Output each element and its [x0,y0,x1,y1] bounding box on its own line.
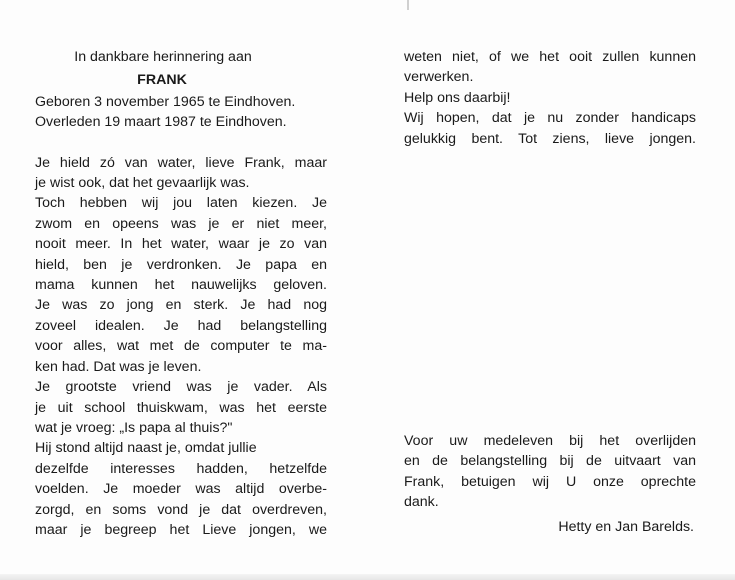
eulogy-line: je wist ook, dat het gevaarlijk was. [35,175,250,192]
eulogy-text [35,153,327,541]
thanks-paragraph [404,431,696,513]
eulogy-line: Je hield zó van water, lieve Frank, maar [35,154,327,171]
fold-mark [407,0,409,10]
intro-text: In dankbare herinnering aan [74,49,252,65]
thanks-line: dank. [404,494,439,511]
eulogy-line: voelden. Je moeder was altijd overbe- [35,481,327,498]
eulogy-line: mama kunnen het nauwelijks geloven. [35,277,327,294]
birth-line: Geboren 3 november 1965 te Eindhoven. [35,93,296,110]
death-line: Overleden 19 maart 1987 te Eindhoven. [35,114,287,131]
eulogy-line: wat je vroeg: „Is papa al thuis?" [35,419,233,436]
thanks-line: en de belangstelling bij de uitvaart van [404,453,696,470]
eulogy-line: voor alles, wat met de computer te ma- [35,338,327,355]
right-panel [404,47,696,149]
eulogy-line: je uit school thuiskwam, was het eerste [35,399,327,416]
continuation-line: weten niet, of we het ooit zullen kunnen [404,49,696,65]
card-bottom-edge [0,574,735,580]
eulogy-line: Hij stond altijd naast je, omdat jullie [35,440,257,457]
thanks-line: Frank, betuigen wij U onze oprechte [404,473,696,490]
deceased-name: FRANK [137,72,187,89]
eulogy-line: Je was zo jong en sterk. Je had nog [35,297,327,314]
left-panel [35,47,327,540]
eulogy-line: Je grootste vriend was je vader. Als [35,379,327,396]
continuation-line: Wij hopen, dat je nu zonder handicaps [404,110,696,127]
eulogy-line: maar je begreep het Lieve jongen, we [35,521,327,538]
continuation-line: gelukkig bent. Tot ziens, lieve jongen. [404,130,696,147]
eulogy-line: zwom en opeens was je er niet meer, [35,215,327,232]
eulogy-line: Toch hebben wij jou laten kiezen. Je [35,195,327,212]
continuation-line: Help ons daarbij! [404,89,511,106]
eulogy-line: nooit meer. In het water, waar je zo van [35,236,327,253]
eulogy-line: hield, ben je verdronken. Je papa en [35,256,327,273]
eulogy-line: dezelfde interesses hadden, hetzelfde [35,460,327,477]
eulogy-line: zorgd, en soms vond je dat overdreven, [35,501,327,518]
eulogy-line: zoveel idealen. Je had belangstelling [35,317,327,334]
signature: Hetty en Jan Barelds. [558,519,694,535]
continuation-line: verwerken. [404,69,474,86]
thanks-line: Voor uw medeleven bij het overlijden [404,433,696,449]
eulogy-line: ken had. Dat was je leven. [35,358,202,375]
signature-block [404,517,694,537]
spacer [35,133,327,153]
